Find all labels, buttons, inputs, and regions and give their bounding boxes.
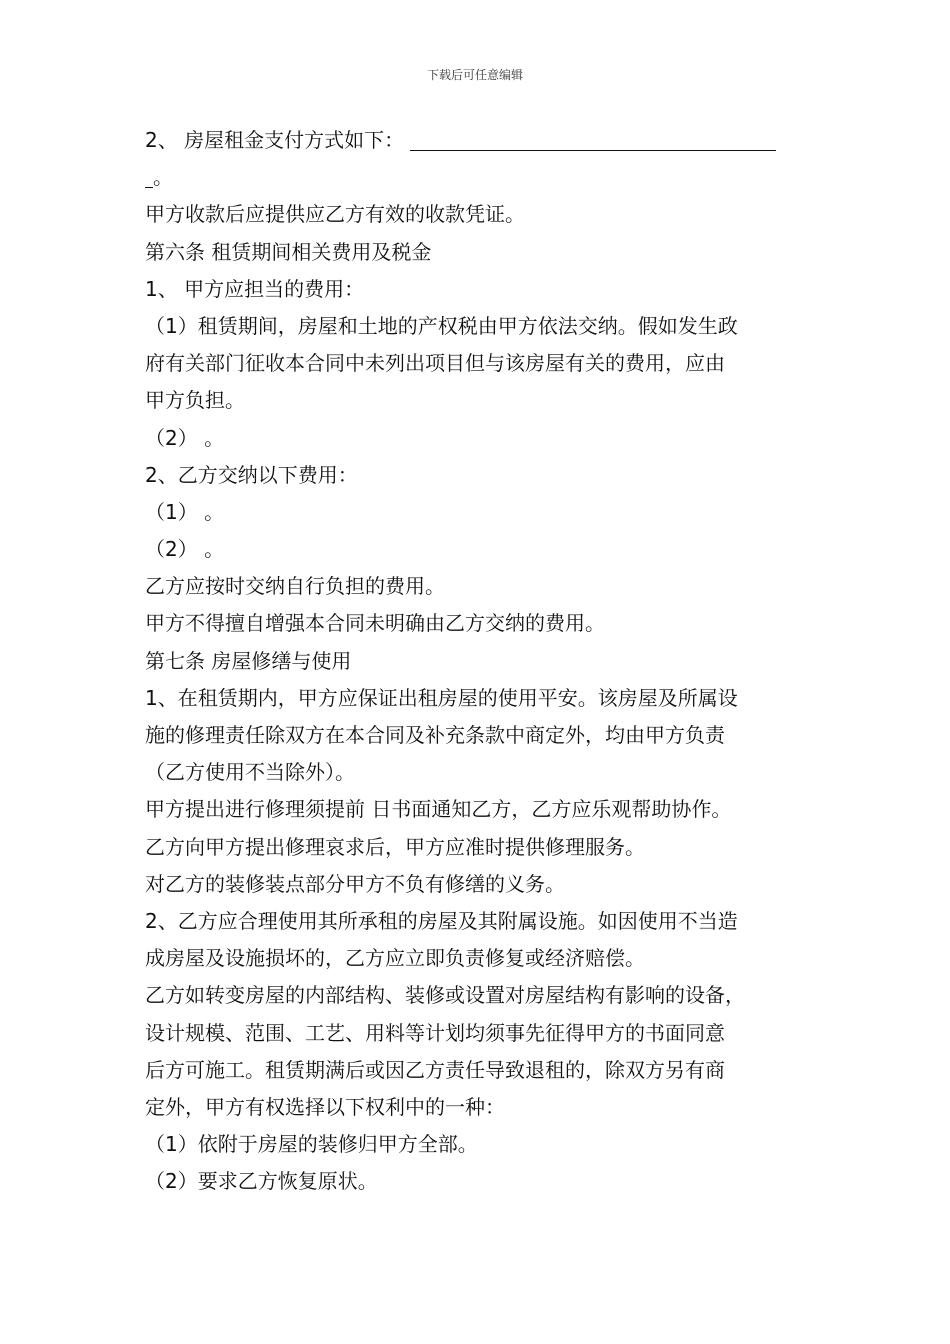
rent-payment-label: 2、 房屋租金支付方式如下： [145,128,405,152]
text-line: 定外，甲方有权选择以下权利中的一种： [145,1094,505,1119]
text-line: 甲方收款后应提供应乙方有效的收款凭证。 [145,202,525,227]
text-line: 2、乙方应合理使用其所承租的房屋及其附属设施。如因使用不当造 [145,908,738,933]
text-span: 。 [153,165,173,190]
text-line: 乙方向甲方提出修理哀求后，甲方应准时提供修理服务。 [145,834,645,859]
text-line: （2） 。 [145,425,225,450]
text-line: （1）租赁期间，房屋和土地的产权税由甲方依法交纳。假如发生政 [145,313,738,338]
text-line: （2） 。 [145,537,225,562]
text-line: （1）依附于房屋的装修归甲方全部。 [145,1132,478,1157]
text-line: 施的修理责任除双方在本合同及补充条款中商定外，均由甲方负责 [145,723,725,747]
text-line: 甲方负担。 [145,388,245,413]
page-header: 下载后可任意编辑 [426,68,523,82]
text-line: 甲方不得擅自增强本合同未明确由乙方交纳的费用。 [145,611,605,636]
text-line: 1、在租赁期内，甲方应保证出租房屋的使用平安。该房屋及所属设 [145,685,738,710]
text-line: 2、乙方交纳以下费用： [145,462,358,487]
text-line: （乙方使用不当除外）。 [145,760,355,785]
text-line: 乙方如转变房屋的内部结构、装修或设置对房屋结构有影响的设备， [145,983,745,1008]
text-line: 设计规模、范围、工艺、用料等计划均须事先征得甲方的书面同意 [145,1020,725,1045]
text-line [145,122,807,159]
text-line: 府有关部门征收本合同中未列出项目但与该房屋有关的费用，应由 [145,351,725,376]
article-heading: 第六条 租赁期间相关费用及税金 [145,239,432,264]
text-line: 成房屋及设施损坏的，乙方应立即负责修复或经济赔偿。 [145,946,645,971]
text-line: 甲方提出进行修理须提前 日书面通知乙方，乙方应乐观帮助协作。 [145,797,732,822]
article-heading: 第七条 房屋修缮与使用 [145,648,352,673]
rent-payment-blank [410,128,776,151]
text-line: （2）要求乙方恢复原状。 [145,1169,378,1194]
text-line: 后方可施工。租赁期满后或因乙方责任导致退租的，除双方另有商 [145,1057,725,1082]
text-line: 乙方应按时交纳自行负担的费用。 [145,574,445,599]
document-body [145,122,807,1200]
text-line [145,159,807,196]
text-line: 对乙方的装修装点部分甲方不负有修缮的义务。 [145,871,565,896]
text-line: （1） 。 [145,499,225,524]
rent-payment-blank-continued [145,165,153,188]
text-line: 1、 甲方应担当的费用： [145,276,365,301]
